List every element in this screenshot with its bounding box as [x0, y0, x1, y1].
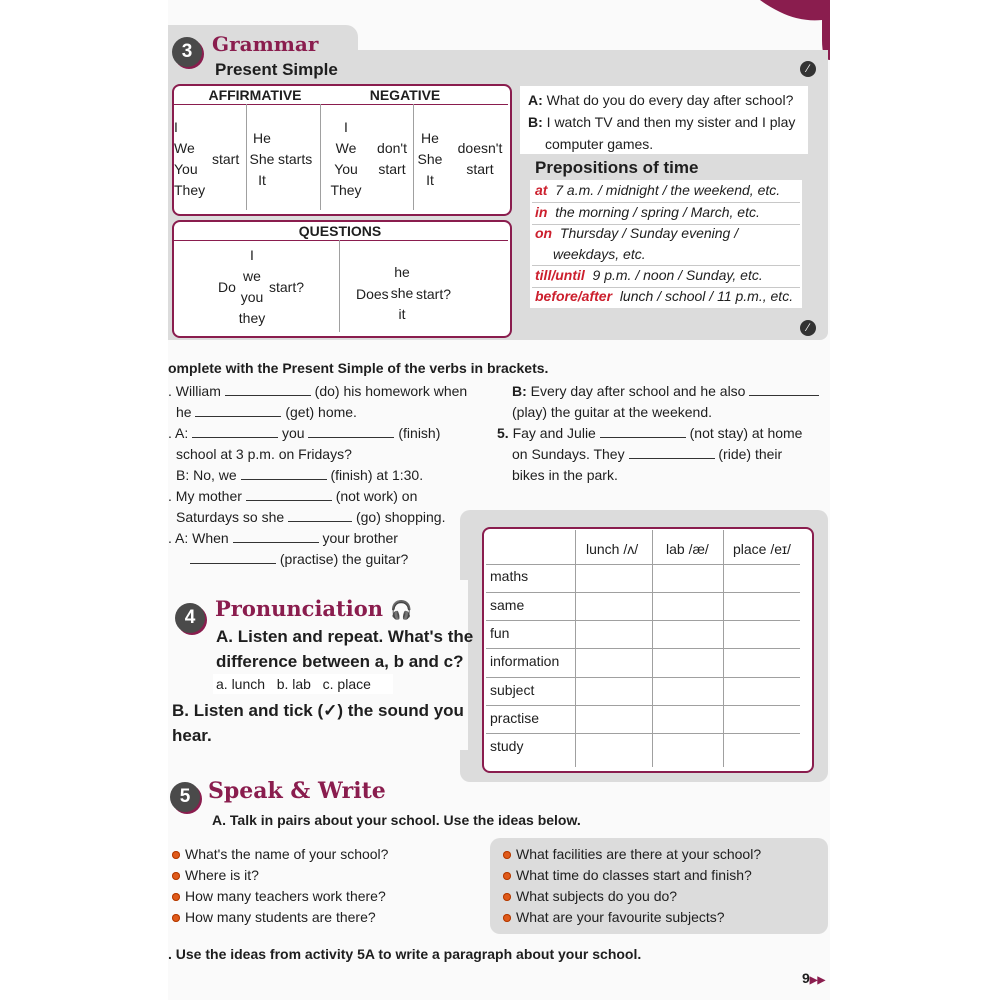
section-3-number: 3	[172, 37, 202, 67]
questions-header: QUESTIONS	[298, 223, 382, 239]
bullet-icon	[503, 893, 511, 901]
divider	[486, 592, 800, 593]
next-page-icon: ▶▶	[809, 975, 826, 986]
neg-pronouns: I We You They	[330, 119, 362, 198]
exercise-line: . My mother (not work) on	[168, 488, 418, 504]
negative-header: NEGATIVE	[369, 87, 441, 103]
present-simple-subtitle: Present Simple	[215, 60, 338, 79]
divider	[486, 733, 800, 734]
idea-item: What time do classes start and finish?	[503, 867, 752, 883]
exercise-line: . A: When your brother	[168, 530, 398, 546]
table-row-label: maths	[490, 568, 529, 584]
table-row-label: fun	[490, 625, 510, 641]
table-row-label: study	[490, 738, 524, 754]
pronunciation-options: a. lunch b. lab c. place	[216, 676, 371, 692]
info-icon: ∕	[800, 320, 816, 336]
exercise-line: on Sundays. They (ride) their	[512, 446, 783, 462]
grammar-title: Grammar	[212, 32, 319, 56]
bullet-icon	[172, 851, 180, 859]
column-header-lab: lab /æ/	[666, 541, 709, 557]
exercise-line: 5. Fay and Julie (not stay) at home	[497, 425, 803, 441]
divider	[246, 104, 247, 210]
bullet-icon	[503, 914, 511, 922]
dialogue-b: B: I watch TV and then my sister and I play	[528, 114, 796, 130]
table-row-label: practise	[490, 710, 540, 726]
q-pronouns: I we you they	[238, 247, 266, 326]
bullet-icon	[172, 893, 180, 901]
prep-row-at: at 7 a.m. / midnight / the weekend, etc.	[535, 182, 781, 198]
dialogue-a: A: What do you do every day after school?	[528, 92, 794, 108]
divider	[486, 564, 800, 565]
exercise-line: (play) the guitar at the weekend.	[512, 404, 713, 420]
headphones-icon: 🎧	[390, 600, 413, 621]
exercise-line: Saturdays so she (go) shopping.	[176, 509, 446, 525]
pronunciation-b-line2: hear.	[172, 726, 212, 745]
divider	[413, 104, 414, 210]
divider	[486, 648, 800, 649]
idea-item: How many students are there?	[172, 909, 376, 925]
q-does: Does	[356, 286, 389, 302]
exercise-line: . A: you (finish)	[168, 425, 441, 441]
neg-aux: don't start	[377, 140, 407, 177]
dialogue-b-cont: computer games.	[545, 136, 654, 152]
aff-verb-3rd: starts	[278, 151, 313, 167]
questions-header-divider	[174, 240, 508, 241]
aff-pronouns-3rd: He She It	[249, 130, 275, 188]
exercise-line: . William (do) his homework when	[168, 383, 468, 399]
table-row-label: information	[490, 653, 560, 669]
pronunciation-a-line1: A. Listen and repeat. What's the	[216, 627, 474, 646]
table-header-divider	[174, 104, 508, 105]
divider	[532, 265, 800, 266]
exercise-line: school at 3 p.m. on Fridays?	[176, 446, 352, 462]
exercise-line: (practise) the guitar?	[190, 551, 408, 567]
speak-b-instruction: . Use the ideas from activity 5A to write a paragraph about your school.	[168, 946, 642, 962]
idea-item: What's the name of your school?	[172, 846, 388, 862]
speak-write-title: Speak & Write	[208, 778, 386, 804]
column-header-place: place /eɪ/	[733, 541, 791, 557]
table-row-label: same	[490, 597, 525, 613]
bullet-icon	[503, 851, 511, 859]
idea-item: What facilities are there at your school?	[503, 846, 761, 862]
neg-pronouns-3rd: He She It	[417, 130, 443, 188]
q-do: Do	[218, 279, 236, 295]
info-icon: ∕	[800, 61, 816, 77]
neg-aux-3rd: doesn't start	[457, 140, 503, 177]
divider	[486, 705, 800, 706]
idea-item: What are your favourite subjects?	[503, 909, 725, 925]
exercise-line: bikes in the park.	[512, 467, 618, 483]
section-4-number: 4	[175, 603, 205, 633]
affirmative-header: AFFIRMATIVE	[208, 87, 302, 103]
prep-row-until: till/until 9 p.m. / noon / Sunday, etc.	[535, 267, 763, 283]
q-pronouns-3rd: he she it	[390, 264, 414, 322]
prep-row-on: on Thursday / Sunday evening /	[535, 225, 739, 241]
q-verb: start?	[269, 279, 305, 295]
divider	[339, 240, 340, 332]
aff-verb: start	[212, 151, 240, 167]
divider	[486, 620, 800, 621]
bullet-icon	[172, 914, 180, 922]
prep-row-in: in the morning / spring / March, etc.	[535, 204, 760, 220]
pronunciation-a-line2: difference between a, b and c?	[216, 652, 464, 671]
pronunciation-b-line1: B. Listen and tick (✓) the sound you	[172, 701, 464, 720]
table-row-label: subject	[490, 682, 535, 698]
column-header-lunch: lunch /ʌ/	[586, 541, 639, 557]
prep-row-on-cont: weekdays, etc.	[553, 246, 646, 262]
prepositions-title: Prepositions of time	[535, 158, 699, 177]
bullet-icon	[172, 872, 180, 880]
section-5-number: 5	[170, 782, 200, 812]
divider	[320, 104, 321, 210]
exercise-line: B: No, we (finish) at 1:30.	[176, 467, 424, 483]
idea-item: How many teachers work there?	[172, 888, 386, 904]
exercise-line: B: Every day after school and he also	[512, 383, 819, 399]
exercise-instruction: omplete with the Present Simple of the verbs in brackets.	[168, 360, 549, 376]
bullet-icon	[503, 872, 511, 880]
aff-pronouns: I We You They	[174, 119, 206, 198]
speak-a-instruction: A. Talk in pairs about your school. Use the ideas below.	[212, 812, 581, 828]
page-number: 9▶▶	[802, 970, 826, 986]
idea-item: What subjects do you do?	[503, 888, 677, 904]
divider	[532, 202, 800, 203]
exercise-line: he (get) home.	[176, 404, 357, 420]
pronunciation-title: Pronunciation 🎧	[215, 596, 413, 621]
idea-item: Where is it?	[172, 867, 259, 883]
q-verb-3rd: start?	[416, 286, 452, 302]
prep-row-before-after: before/after lunch / school / 11 p.m., etc.	[535, 288, 794, 304]
divider	[486, 677, 800, 678]
